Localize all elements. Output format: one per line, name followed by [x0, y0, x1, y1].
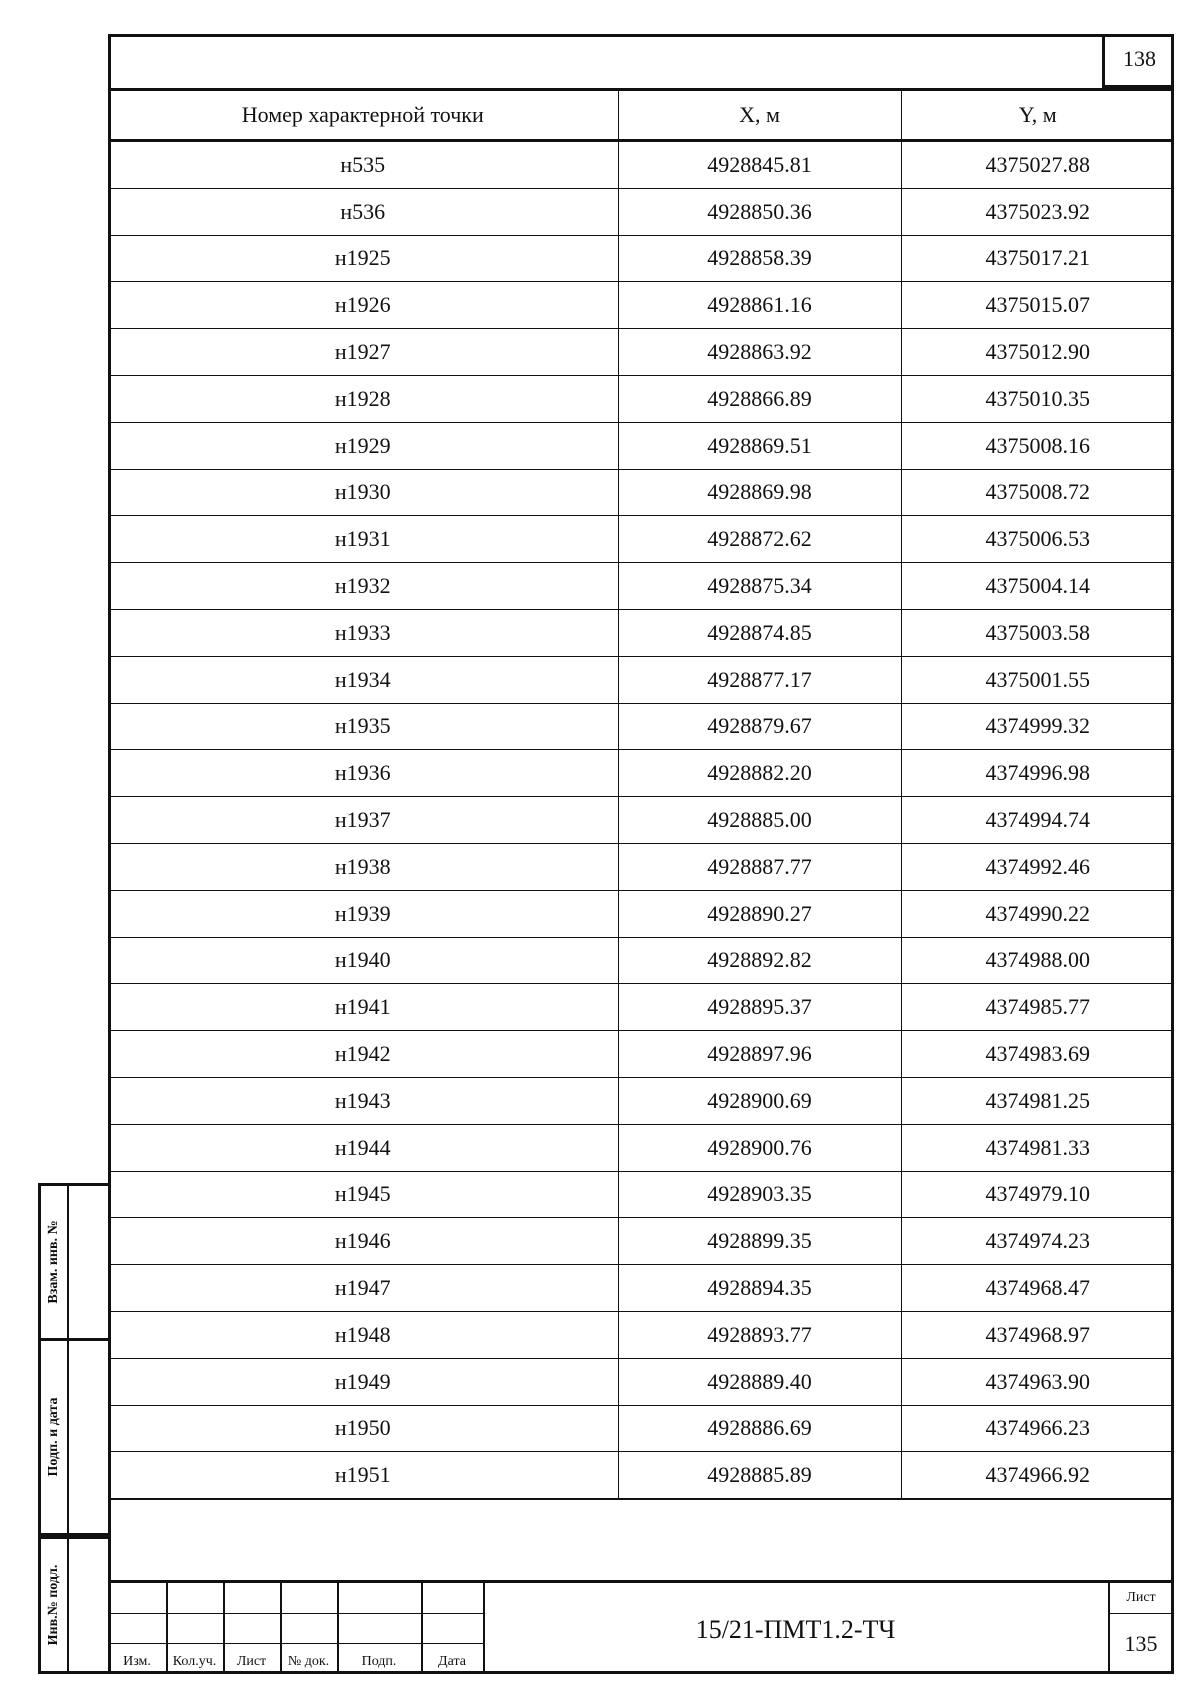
- table-row: [108, 329, 1174, 376]
- cell-x: 4928866.89: [618, 375, 901, 422]
- table-row: [108, 375, 1174, 422]
- cell-point-number: н1933: [108, 609, 618, 656]
- side-label-signature-date: Подп. и дата: [46, 1397, 61, 1477]
- table-row: [108, 1077, 1174, 1124]
- table-row: [108, 1171, 1174, 1218]
- cell-point-number: н1941: [108, 984, 618, 1031]
- cell-y: 4374968.47: [901, 1265, 1174, 1312]
- cell-x: 4928861.16: [618, 282, 901, 329]
- cell-point-number: н1943: [108, 1077, 618, 1124]
- cell-y: 4375012.90: [901, 329, 1174, 376]
- cell-y: 4375027.88: [901, 141, 1174, 189]
- side-stamp-signature-date: [38, 1341, 108, 1536]
- side-stamp-replacement-inv: [38, 1183, 108, 1341]
- cell-point-number: н1947: [108, 1265, 618, 1312]
- table-row: [108, 609, 1174, 656]
- table-row: [108, 1124, 1174, 1171]
- cell-x: 4928875.34: [618, 563, 901, 610]
- cell-y: 4374974.23: [901, 1218, 1174, 1265]
- cell-x: 4928886.69: [618, 1405, 901, 1452]
- cell-y: 4374983.69: [901, 1031, 1174, 1078]
- cell-point-number: н536: [108, 188, 618, 235]
- tb-col-revision: Изм.: [123, 1654, 151, 1669]
- table-row: [108, 797, 1174, 844]
- cell-x: 4928890.27: [618, 890, 901, 937]
- cell-point-number: н1944: [108, 1124, 618, 1171]
- cell-x: 4928869.51: [618, 422, 901, 469]
- cell-point-number: н1948: [108, 1311, 618, 1358]
- cell-point-number: н1950: [108, 1405, 618, 1452]
- cell-x: 4928877.17: [618, 656, 901, 703]
- table-row: [108, 1218, 1174, 1265]
- cell-point-number: н1940: [108, 937, 618, 984]
- coordinates-table: [108, 88, 1174, 1500]
- cell-y: 4374981.25: [901, 1077, 1174, 1124]
- table-row: [108, 422, 1174, 469]
- cell-point-number: н1931: [108, 516, 618, 563]
- table-row: [108, 703, 1174, 750]
- cell-y: 4375004.14: [901, 563, 1174, 610]
- cell-y: 4374963.90: [901, 1358, 1174, 1405]
- cell-y: 4374966.92: [901, 1452, 1174, 1499]
- cell-point-number: н1949: [108, 1358, 618, 1405]
- table-row: [108, 843, 1174, 890]
- table-row: [108, 1031, 1174, 1078]
- table-row: [108, 1405, 1174, 1452]
- cell-y: 4375017.21: [901, 235, 1174, 282]
- cell-point-number: н1937: [108, 797, 618, 844]
- cell-y: 4374985.77: [901, 984, 1174, 1031]
- cell-point-number: н1929: [108, 422, 618, 469]
- table-row: [108, 516, 1174, 563]
- table-row: [108, 890, 1174, 937]
- cell-point-number: н1939: [108, 890, 618, 937]
- cell-x: 4928894.35: [618, 1265, 901, 1312]
- cell-x: 4928897.96: [618, 1031, 901, 1078]
- table-row: [108, 1452, 1174, 1499]
- table-row: [108, 656, 1174, 703]
- cell-x: 4928893.77: [618, 1311, 901, 1358]
- cell-x: 4928899.35: [618, 1218, 901, 1265]
- cell-point-number: н1930: [108, 469, 618, 516]
- cell-y: 4374996.98: [901, 750, 1174, 797]
- table-row: [108, 1265, 1174, 1312]
- document-code: 15/21-ПМТ1.2-ТЧ: [695, 1615, 896, 1644]
- cell-y: 4375006.53: [901, 516, 1174, 563]
- cell-x: 4928845.81: [618, 141, 901, 189]
- cell-x: 4928882.20: [618, 750, 901, 797]
- tb-col-quantity: Кол.уч.: [172, 1654, 217, 1669]
- cell-y: 4374968.97: [901, 1311, 1174, 1358]
- cell-point-number: н1938: [108, 843, 618, 890]
- cell-x: 4928872.62: [618, 516, 901, 563]
- cell-y: 4375008.16: [901, 422, 1174, 469]
- cell-point-number: н1928: [108, 375, 618, 422]
- cell-y: 4374992.46: [901, 843, 1174, 890]
- sheet-number: 135: [1124, 1631, 1158, 1656]
- cell-point-number: н1926: [108, 282, 618, 329]
- cell-x: 4928874.85: [618, 609, 901, 656]
- cell-y: 4375015.07: [901, 282, 1174, 329]
- cell-y: 4374981.33: [901, 1124, 1174, 1171]
- cell-y: 4375001.55: [901, 656, 1174, 703]
- cell-x: 4928892.82: [618, 937, 901, 984]
- table-row: [108, 750, 1174, 797]
- header-point-number: Номер характерной точки: [108, 90, 618, 141]
- cell-y: 4375023.92: [901, 188, 1174, 235]
- header-x: X, м: [618, 90, 901, 141]
- cell-point-number: н1942: [108, 1031, 618, 1078]
- cell-point-number: н1927: [108, 329, 618, 376]
- tb-col-signature: Подп.: [361, 1654, 397, 1669]
- cell-point-number: н1945: [108, 1171, 618, 1218]
- cell-y: 4374999.32: [901, 703, 1174, 750]
- cell-point-number: н535: [108, 141, 618, 189]
- cell-y: 4374979.10: [901, 1171, 1174, 1218]
- cell-y: 4375003.58: [901, 609, 1174, 656]
- cell-y: 4374988.00: [901, 937, 1174, 984]
- cell-x: 4928885.00: [618, 797, 901, 844]
- cell-x: 4928889.40: [618, 1358, 901, 1405]
- cell-y: 4375008.72: [901, 469, 1174, 516]
- page-number: 138: [1102, 34, 1174, 88]
- cell-x: 4928885.89: [618, 1452, 901, 1499]
- table-row: [108, 1311, 1174, 1358]
- cell-y: 4374994.74: [901, 797, 1174, 844]
- cell-x: 4928863.92: [618, 329, 901, 376]
- cell-x: 4928858.39: [618, 235, 901, 282]
- cell-point-number: н1934: [108, 656, 618, 703]
- cell-x: 4928900.76: [618, 1124, 901, 1171]
- side-stamp-original-inv: [38, 1536, 108, 1674]
- cell-point-number: н1936: [108, 750, 618, 797]
- title-block: [108, 1580, 1174, 1674]
- cell-x: 4928879.67: [618, 703, 901, 750]
- cell-x: 4928850.36: [618, 188, 901, 235]
- cell-point-number: н1932: [108, 563, 618, 610]
- table-row: [108, 282, 1174, 329]
- table-row: [108, 235, 1174, 282]
- cell-point-number: н1951: [108, 1452, 618, 1499]
- cell-point-number: н1935: [108, 703, 618, 750]
- cell-y: 4374990.22: [901, 890, 1174, 937]
- header-y: Y, м: [901, 90, 1174, 141]
- cell-point-number: н1946: [108, 1218, 618, 1265]
- tb-col-doc-number: № док.: [287, 1654, 330, 1669]
- cell-x: 4928895.37: [618, 984, 901, 1031]
- side-label-replacement-inv: Взам. инв. №: [46, 1220, 61, 1304]
- cell-x: 4928887.77: [618, 843, 901, 890]
- table-row: [108, 1358, 1174, 1405]
- table-row: [108, 984, 1174, 1031]
- sheet-label: Лист: [1126, 1590, 1156, 1605]
- table-header-row: [108, 90, 1174, 141]
- cell-x: 4928900.69: [618, 1077, 901, 1124]
- cell-x: 4928903.35: [618, 1171, 901, 1218]
- cell-point-number: н1925: [108, 235, 618, 282]
- side-label-original-inv: Инв.№ подл.: [46, 1564, 61, 1646]
- table-row: [108, 563, 1174, 610]
- cell-x: 4928869.98: [618, 469, 901, 516]
- tb-col-date: Дата: [438, 1654, 466, 1669]
- table-row: [108, 469, 1174, 516]
- tb-col-sheet: Лист: [236, 1654, 267, 1669]
- table-row: [108, 937, 1174, 984]
- cell-y: 4374966.23: [901, 1405, 1174, 1452]
- cell-y: 4375010.35: [901, 375, 1174, 422]
- table-row: [108, 141, 1174, 189]
- table-row: [108, 188, 1174, 235]
